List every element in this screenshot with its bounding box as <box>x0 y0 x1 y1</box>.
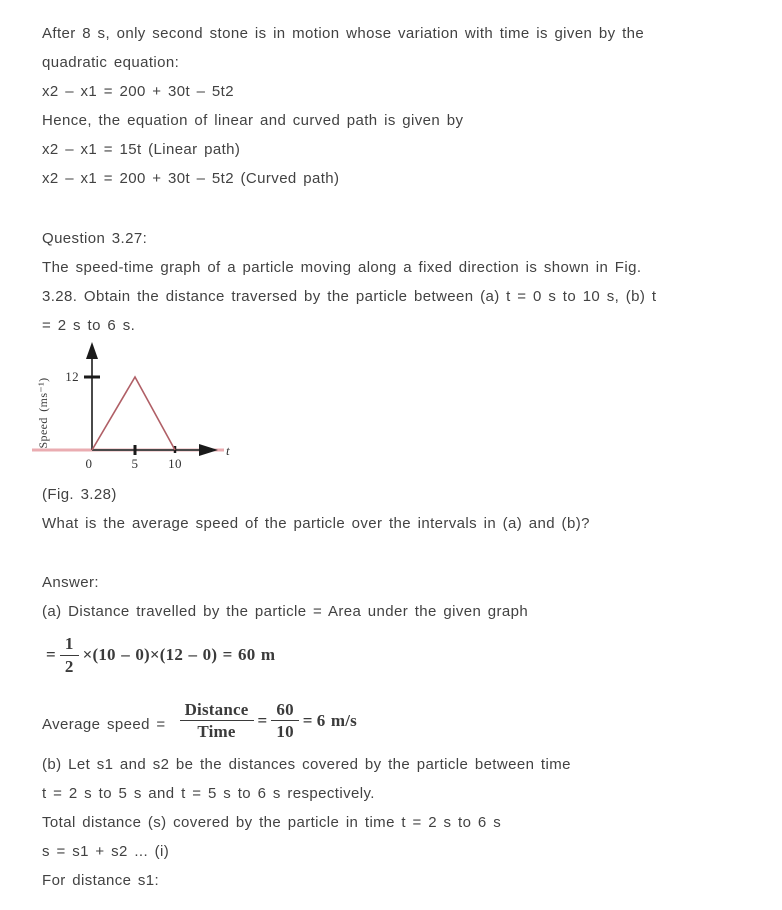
average-speed-math <box>180 700 357 742</box>
fraction-denominator: 2 <box>64 656 74 676</box>
y-axis-label: Speed (ms⁻¹) <box>36 377 50 449</box>
answer-part-a: (a) Distance travelled by the particle = Area under the given graph <box>42 603 529 620</box>
formula-equals: = <box>257 711 268 731</box>
section-gap <box>42 193 744 224</box>
equation-line: x2 – x1 = 200 + 30t – 5t2 (Curved path) <box>42 170 340 187</box>
fraction-numerator: Distance <box>180 700 254 722</box>
formula-equals: = <box>46 645 56 665</box>
fraction-60-10 <box>271 700 298 742</box>
speed-time-graph <box>32 340 242 480</box>
question-followup: What is the average speed of the particle over the intervals in (a) and (b)? <box>42 515 590 532</box>
formula-result: 6 m/s <box>316 711 357 731</box>
y-tick-label: 12 <box>65 369 79 384</box>
part-b-line: t = 2 s to 5 s and t = 5 s to 6 s respectively. <box>42 785 375 802</box>
speed-time-figure <box>32 340 744 480</box>
x-tick-label-5: 5 <box>131 456 139 471</box>
part-b-line: (b) Let s1 and s2 be the distances covered by the particle between time <box>42 756 571 773</box>
x-tick-label-0: 0 <box>85 456 93 471</box>
intro-line: quadratic equation: <box>42 54 180 71</box>
fraction-distance-time <box>180 700 254 742</box>
equation-line: x2 – x1 = 200 + 30t – 5t2 <box>42 83 234 100</box>
fraction-denominator: 10 <box>276 722 294 742</box>
intro-line: Hence, the equation of linear and curved path is given by <box>42 112 464 129</box>
question-heading: Question 3.27: <box>42 230 148 247</box>
fraction-numerator: 60 <box>271 700 298 722</box>
fraction-numerator: 1 <box>60 634 79 656</box>
part-b-line: For distance s1: <box>42 872 160 889</box>
x-tick-label-10: 10 <box>168 456 182 471</box>
fraction-denominator: Time <box>197 722 236 742</box>
part-b-line: Total distance (s) covered by the particle in time t = 2 s to 6 s <box>42 814 502 831</box>
equation-line: x2 – x1 = 15t (Linear path) <box>42 141 241 158</box>
answer-heading: Answer: <box>42 574 99 591</box>
question-line: = 2 s to 6 s. <box>42 317 136 334</box>
question-line: The speed-time graph of a particle moving along a fixed direction is shown in Fig. <box>42 259 642 276</box>
y-axis-arrow-icon <box>86 342 98 359</box>
fraction-one-half <box>60 634 79 676</box>
section-gap <box>42 538 744 568</box>
intro-line: After 8 s, only second stone is in motion whose variation with time is given by the <box>42 25 645 42</box>
question-line: 3.28. Obtain the distance traversed by the particle between (a) t = 0 s to 10 s, (b) t <box>42 288 657 305</box>
equation-line: s = s1 + s2 ... (i) <box>42 843 170 860</box>
x-axis-label: t <box>226 443 231 458</box>
formula-equals: = <box>302 711 313 731</box>
speed-curve <box>92 377 175 450</box>
figure-caption: (Fig. 3.28) <box>42 486 117 503</box>
x-axis-arrow-icon <box>199 444 218 456</box>
area-formula <box>42 626 744 684</box>
answer-part-b <box>42 750 744 895</box>
formula-terms: ×(10 – 0)×(12 – 0) = 60 m <box>82 645 276 665</box>
average-speed-formula <box>42 686 744 742</box>
average-speed-label: Average speed = <box>42 716 166 733</box>
